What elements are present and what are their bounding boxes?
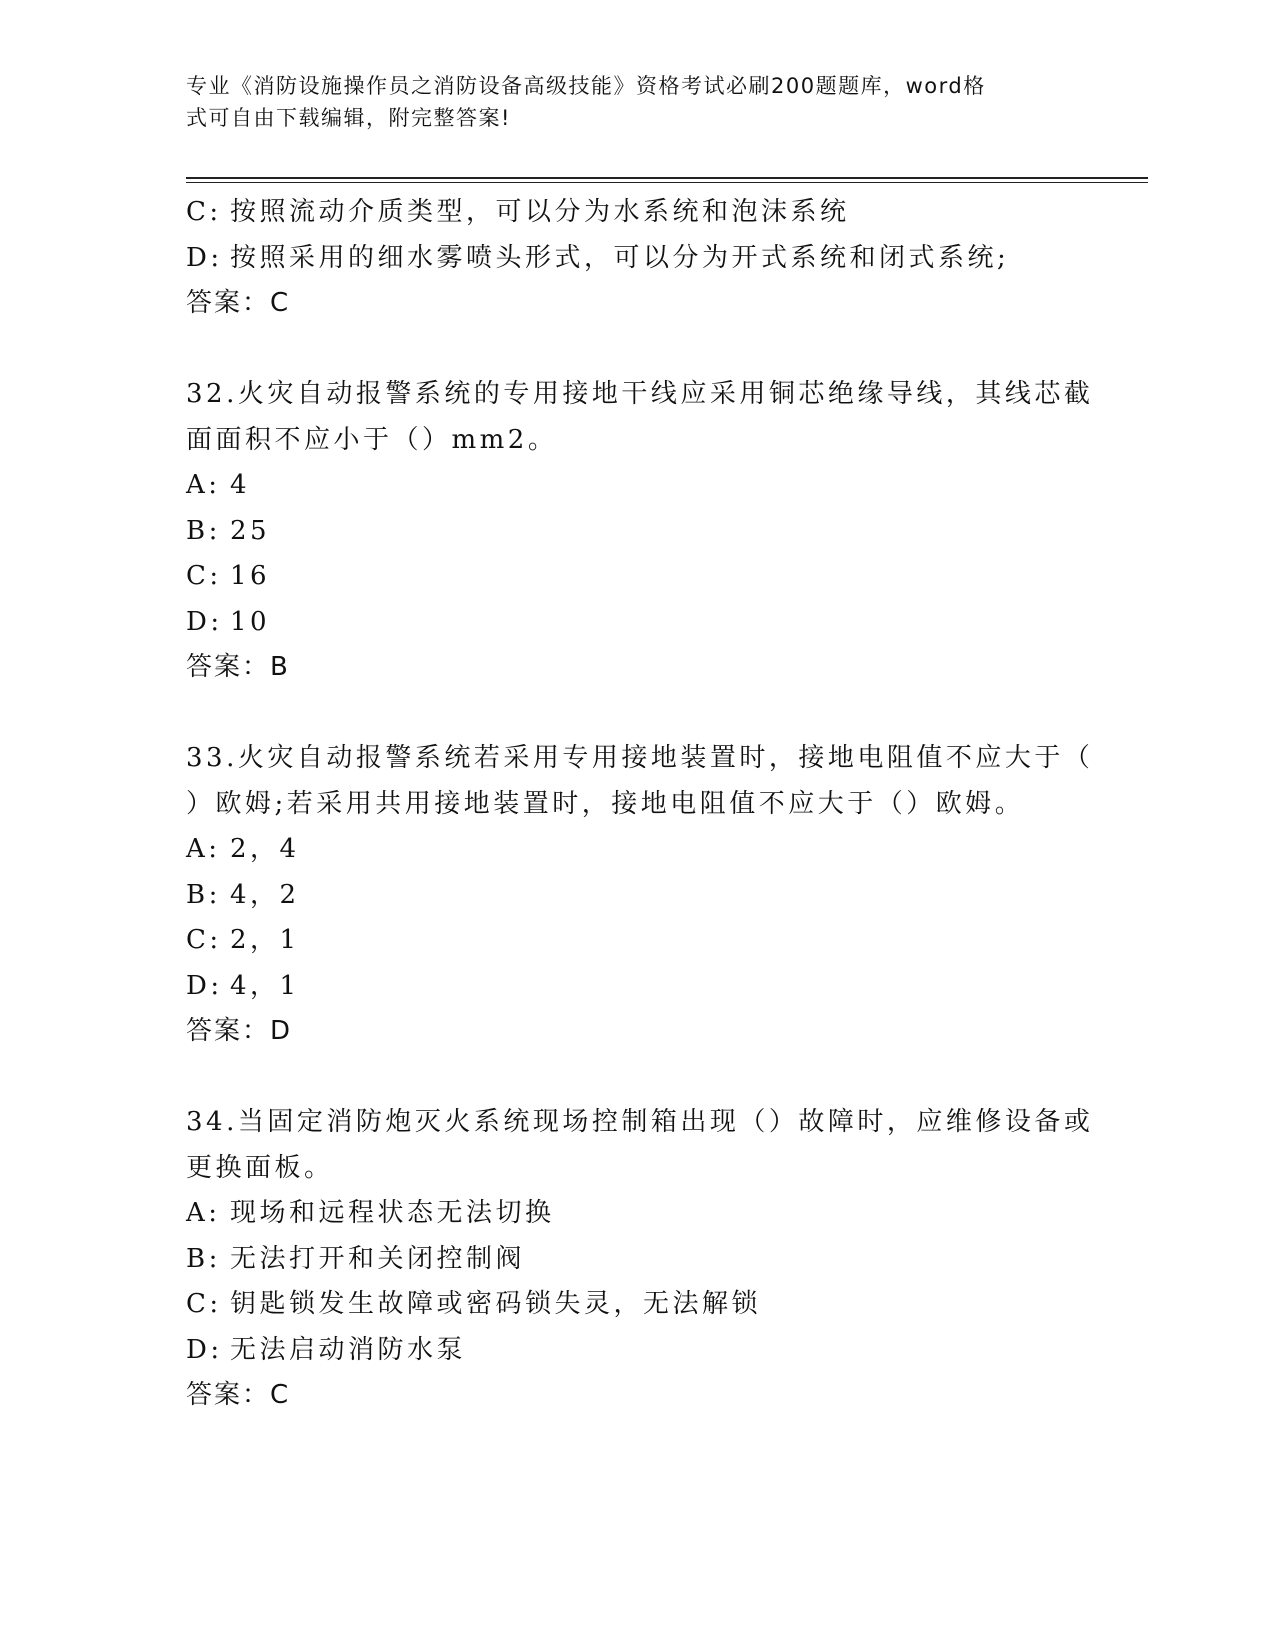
option-key: D: [186,1334,223,1365]
page-header [186,70,1066,134]
option-text: 无法启动消防水泵 [230,1334,467,1365]
option-text: 按照流动介质类型，可以分为水系统和泡沫系统 [230,197,850,227]
answer-line: 答案：C [186,1380,291,1410]
question-stem-line-2: ）欧姆;若采用共用接地装置时，接地电阻值不应大于（）欧姆。 [186,788,1025,819]
option-b [186,1237,1086,1283]
option-key: D: [186,970,223,1001]
option-d [186,1328,1086,1374]
header-rule-thick [186,177,1148,179]
option-key: B: [186,515,221,546]
option-key: A: [186,1198,221,1228]
header-line-2: 式可自由下载编辑，附完整答案! [186,106,511,130]
answer-line: 答案：C [186,288,291,318]
option-key: D: [186,606,223,637]
option-key: C: [186,197,222,227]
option-key: B: [186,879,221,910]
option-d [186,600,1086,646]
answer-line: 答案：B [186,652,290,682]
question-34 [186,1100,1094,1419]
option-text: 10 [230,606,271,637]
option-key: C: [186,561,222,591]
option-text: 按照采用的细水雾喷头形式，可以分为开式系统和闭式系统; [230,242,1010,273]
header-line-1: 专业《消防设施操作员之消防设备高级技能》资格考试必刷200题题库，word格 [186,74,986,98]
option-text: 2，1 [230,925,300,955]
option-key: A: [186,470,221,500]
option-c [186,190,1086,236]
option-text: 16 [230,561,271,591]
header-rule-thin [186,182,1148,183]
option-key: B: [186,1243,221,1274]
option-a [186,827,1086,873]
option-c [186,554,1086,600]
option-text: 4 [230,470,251,500]
option-b [186,873,1086,919]
question-33 [186,736,1094,1055]
question-stem-line-2: 更换面板。 [186,1152,334,1183]
question-stem-line-1: 33.火灾自动报警系统若采用专用接地装置时，接地电阻值不应大于（ [186,743,1094,773]
question-stem-line-1: 32.火灾自动报警系统的专用接地干线应采用铜芯绝缘导线，其线芯截 [186,379,1094,409]
option-text: 4，1 [230,970,300,1001]
question-stem-line-1: 34.当固定消防炮灭火系统现场控制箱出现（）故障时，应维修设备或 [186,1107,1094,1137]
option-text: 25 [230,515,271,546]
option-text: 无法打开和关闭控制阀 [230,1243,526,1274]
option-a [186,463,1086,509]
question-stem-line-2: 面面积不应小于（）mm2。 [186,424,558,455]
option-d [186,236,1086,282]
option-key: D: [186,242,223,273]
option-key: A: [186,834,221,864]
question-32 [186,372,1094,691]
prev-question [186,190,1086,327]
option-d [186,964,1086,1010]
option-a [186,1191,1086,1237]
option-c [186,918,1086,964]
answer-line: 答案：D [186,1016,293,1046]
option-key: C: [186,925,222,955]
option-text: 4，2 [230,879,300,910]
option-text: 钥匙锁发生故障或密码锁失灵，无法解锁 [230,1289,762,1319]
option-text: 2，4 [230,834,300,864]
option-b [186,509,1086,555]
option-text: 现场和远程状态无法切换 [230,1198,555,1228]
question-list [186,190,1094,1419]
option-c [186,1282,1086,1328]
option-key: C: [186,1289,222,1319]
